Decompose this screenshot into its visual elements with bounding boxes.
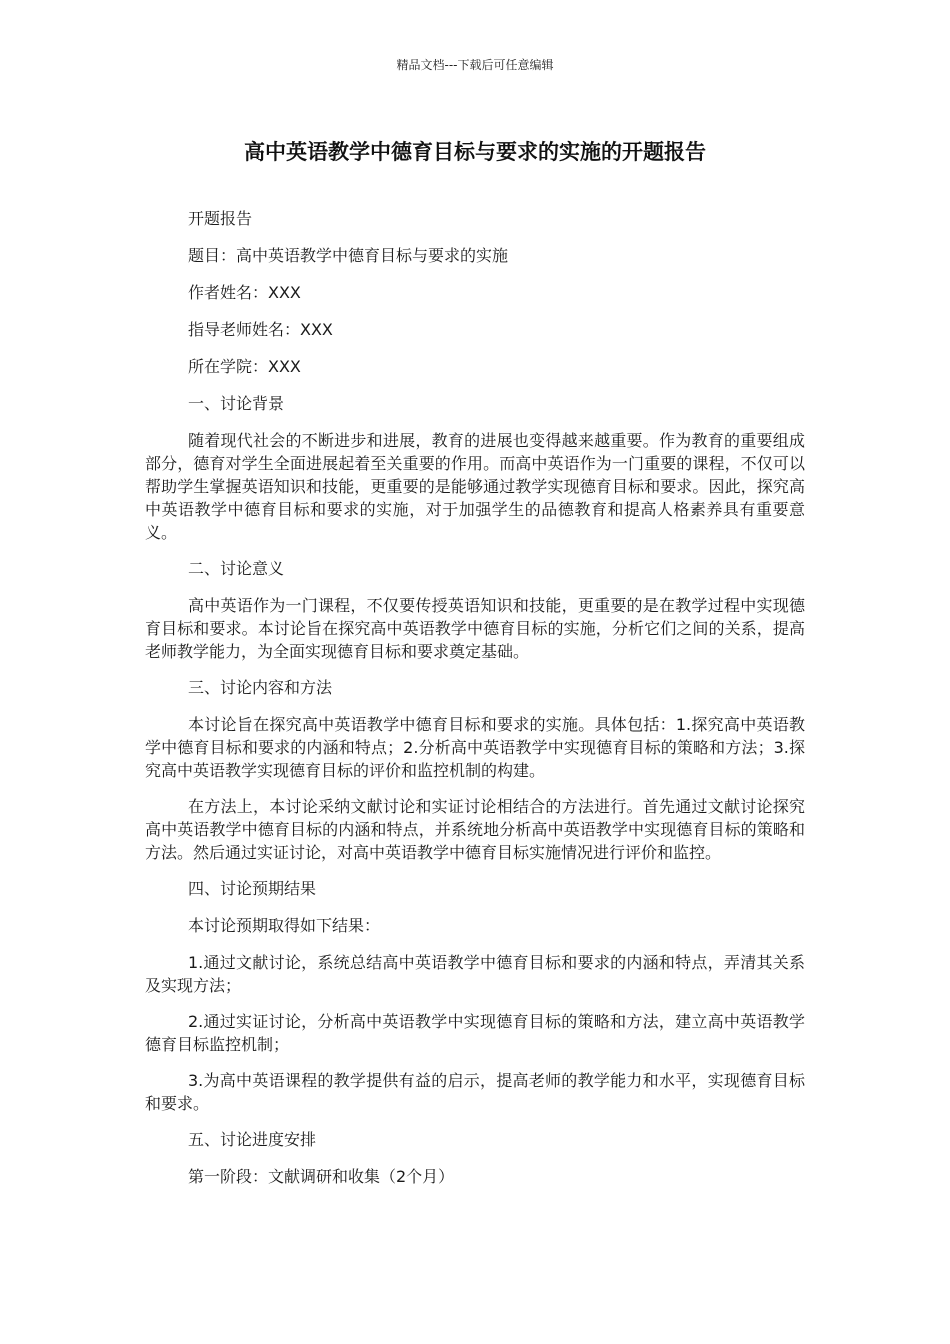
result-item-3: 3.为高中英语课程的教学提供有益的启示，提高老师的教学能力和水平，实现德育目标和要求。 (145, 1071, 805, 1113)
paragraph-content-1: 本讨论旨在探究高中英语教学中德育目标和要求的实施。具体包括：1.探究高中英语教学中德育目标和要求的内涵和特点；2.分析高中英语教学中实现德育目标的策略和方法；3.探究高中英语教学实现德育目标的评价和监控机制的构建。 (145, 715, 805, 780)
document-title: 高中英语教学中德育目标与要求的实施的开题报告 (244, 140, 706, 164)
header-note: 精品文档---下载后可任意编辑 (396, 58, 554, 72)
results-intro: 本讨论预期取得如下结果： (188, 916, 381, 935)
section-heading-results: 四、讨论预期结果 (188, 879, 317, 898)
paragraph-significance: 高中英语作为一门课程，不仅要传授英语知识和技能，更重要的是在教学过程中实现德育目标和要求。本讨论旨在探究高中英语教学中德育目标的实施，分析它们之间的关系，提高老师教学能力，为全面实现德育目标和要求奠定基础。 (145, 596, 805, 661)
author-line: 作者姓名：XXX (188, 283, 301, 302)
topic-line: 题目：高中英语教学中德育目标与要求的实施 (188, 246, 509, 265)
paragraph-background: 随着现代社会的不断进步和进展，教育的进展也变得越来越重要。作为教育的重要组成部分，德育对学生全面进展起着至关重要的作用。而高中英语作为一门重要的课程，不仅可以帮助学生掌握英语知识和技能，更重要的是能够通过教学实现德育目标和要求。因此，探究高中英语教学中德育目标和要求的实施，对于加强学生的品德教育和提高人格素养具有重要意义。 (145, 431, 805, 542)
result-item-2: 2.通过实证讨论，分析高中英语教学中实现德育目标的策略和方法，建立高中英语教学德育目标监控机制； (145, 1012, 805, 1054)
advisor-line: 指导老师姓名：XXX (188, 320, 333, 339)
report-label: 开题报告 (188, 209, 253, 228)
schedule-phase-1: 第一阶段：文献调研和收集（2个月） (188, 1167, 455, 1186)
college-line: 所在学院：XXX (188, 357, 301, 376)
section-heading-background: 一、讨论背景 (188, 394, 285, 413)
section-heading-significance: 二、讨论意义 (188, 559, 285, 578)
section-heading-content: 三、讨论内容和方法 (188, 678, 333, 697)
document-body (145, 207, 805, 1202)
result-item-1: 1.通过文献讨论，系统总结高中英语教学中德育目标和要求的内涵和特点，弄清其关系及实现方法； (145, 953, 805, 995)
section-heading-schedule: 五、讨论进度安排 (188, 1130, 317, 1149)
paragraph-content-2: 在方法上，本讨论采纳文献讨论和实证讨论相结合的方法进行。首先通过文献讨论探究高中英语教学中德育目标的内涵和特点，并系统地分析高中英语教学中实现德育目标的策略和方法。然后通过实证讨论，对高中英语教学中德育目标实施情况进行评价和监控。 (145, 797, 805, 862)
